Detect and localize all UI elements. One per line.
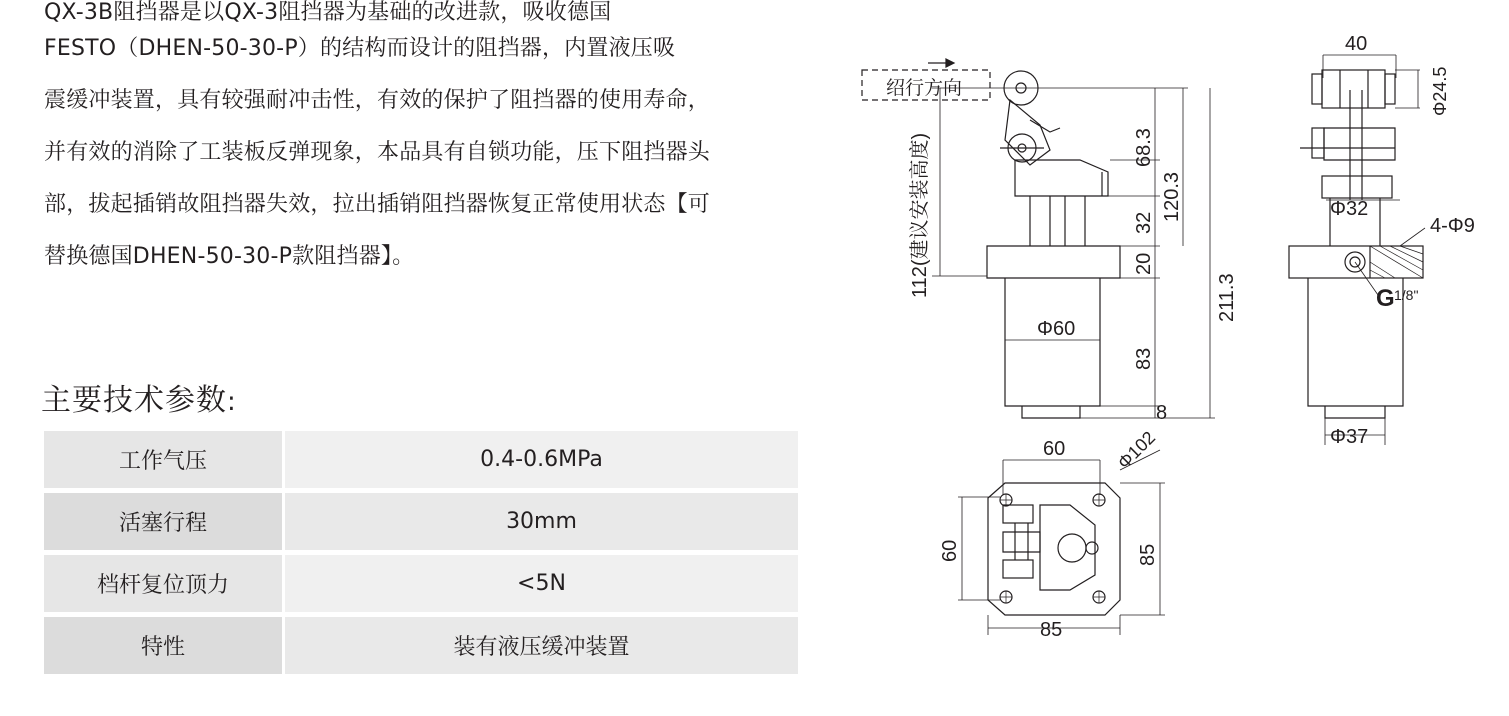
dim-phi24-5: Φ24.5 [1430, 66, 1450, 116]
dim-bottom-85: 85 [1040, 619, 1063, 641]
spec-value: 0.4-0.6MPa [285, 431, 798, 493]
spec-label: 工作气压 [44, 431, 285, 493]
front-view [862, 59, 1120, 418]
description-line: 替换德国DHEN-50-30-P款阻挡器】。 [44, 244, 415, 269]
spec-label: 档杆复位顶力 [44, 555, 285, 617]
dim-20: 20 [1133, 252, 1155, 275]
dim-32: 32 [1133, 211, 1155, 234]
dim-phi102: Φ102 [1113, 427, 1160, 473]
dim-g: G [1376, 285, 1395, 312]
dim-8: 8 [1156, 402, 1168, 424]
flow-direction-label: 绍行方向 [886, 78, 963, 99]
spec-label: 特性 [44, 617, 285, 679]
dim-40: 40 [1345, 33, 1368, 55]
dim-211-3: 211.3 [1216, 273, 1238, 322]
front-dimensions [932, 88, 1215, 418]
dim-phi32: Φ32 [1330, 198, 1369, 220]
spec-label: 活塞行程 [44, 493, 285, 555]
specs-heading-text: 主要技术参数 [41, 383, 227, 418]
dim-g-frac: 1/8" [1394, 287, 1419, 303]
dim-top-60: 60 [1043, 438, 1066, 460]
side-view [1289, 55, 1425, 445]
description-line: 部，拔起插销故阻挡器失效，拉出插销阻挡器恢复正常使用状态【可 [44, 192, 711, 217]
specs-heading-colon: : [227, 387, 237, 417]
spec-value: <5N [285, 555, 798, 617]
description-line: 震缓冲装置，具有较强耐冲击性，有效的保护了阻挡器的使用寿命， [44, 88, 711, 113]
dim-68-3: 68.3 [1133, 128, 1155, 167]
dim-120-3: 120.3 [1161, 171, 1183, 222]
dim-phi37: Φ37 [1330, 426, 1369, 448]
spec-value: 装有液压缓冲装置 [285, 617, 798, 679]
dim-phi60: Φ60 [1037, 318, 1076, 340]
dim-right-85: 85 [1137, 543, 1159, 566]
dim-83: 83 [1133, 347, 1155, 370]
install-height-label: 112(建议安装高度) [909, 132, 931, 298]
description-line: FESTO（DHEN-50-30-P）的结构而设计的阻挡器，内置液压吸 [44, 36, 676, 61]
description-line: 并有效的消除了工装板反弹现象，本品具有自锁功能，压下阻挡器头 [44, 140, 711, 165]
description-line: QX-3B阻挡器是以QX-3阻挡器为基础的改进款，吸收德国 [44, 0, 612, 25]
spec-value: 30mm [285, 493, 798, 555]
dim-left-60: 60 [939, 539, 961, 562]
top-view [958, 450, 1165, 635]
dim-4phi9: 4-Φ9 [1430, 215, 1475, 237]
